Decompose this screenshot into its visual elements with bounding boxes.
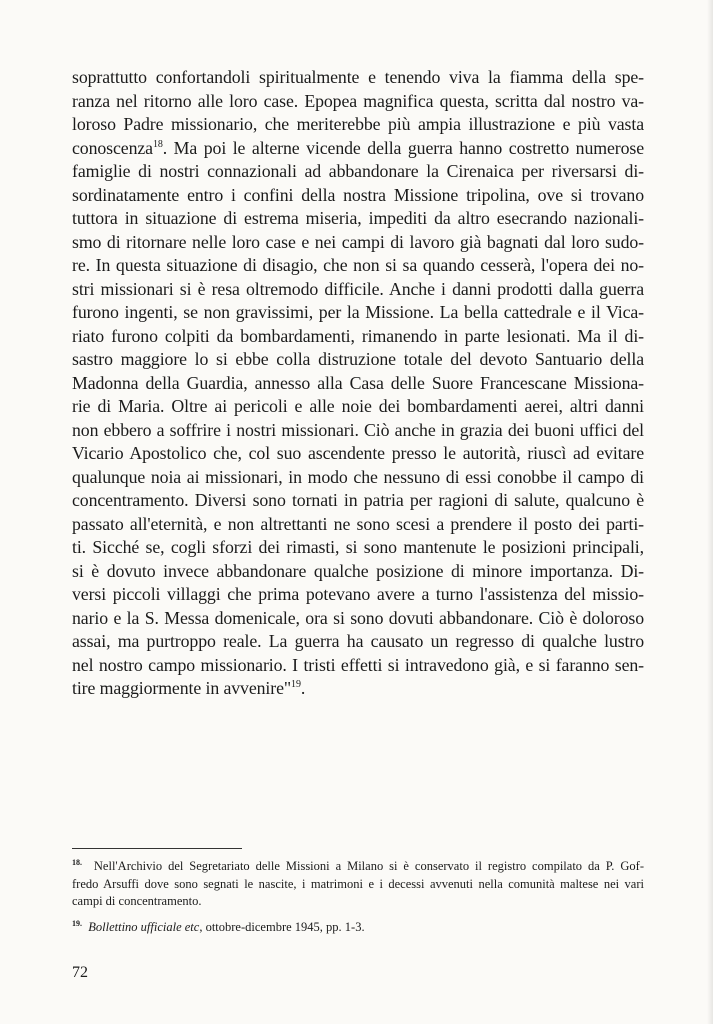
footnote-text: , ottobre-dicembre 1945, pp. 1-3.: [199, 919, 365, 934]
text-line: non ebbero a soffrire i nostri missionari. Ciò anche in grazia dei buoni uffici del: [72, 419, 644, 440]
text-line: soprattutto confortandoli spiritualmente e tenendo viva la fiamma della spe-: [72, 67, 644, 87]
footnote-ref-19: 19: [291, 679, 301, 691]
text-line: assai, ma purtroppo reale. La guerra ha causato un regresso di qualche lustro: [72, 631, 644, 651]
page-edge-shadow: [707, 0, 713, 1024]
footnote-ref-18: 18: [152, 138, 163, 150]
text-line: rie di Maria. Oltre ai pericoli e alle noie dei bombardamenti aerei, altri danni: [72, 396, 644, 416]
text-line: ranza nel ritorno alle loro case. Epopea magnifica questa, scritta dal nostro va-: [72, 90, 644, 111]
page-number: 72: [72, 964, 88, 981]
footnote-18-line: campi di concentramento.: [72, 894, 202, 908]
footnote-separator: [72, 848, 242, 849]
footnote-number: 19.: [72, 918, 82, 928]
footnotes: [72, 858, 644, 936]
footnote-title: Bollettino ufficiale etc: [88, 919, 200, 934]
text-line: qualunque noia ai missionari, in modo che nessuno di essi conobbe il campo di: [72, 466, 644, 487]
text-line: stri missionari si è resa oltremodo difficile. Anche i danni prodotti dalla guerra: [72, 278, 644, 299]
text-line: loroso Padre missionario, che meriterebbe più ampia illustrazione e più vasta: [72, 114, 644, 134]
text-line: famiglie di nostri connazionali ad abbandonare la Cirenaica per riversarsi di-: [72, 161, 644, 181]
text-fragment: conoscenza: [72, 137, 153, 158]
footnote-19: [72, 919, 644, 937]
main-text: [72, 66, 644, 701]
text-line: [72, 137, 644, 161]
text-line: passato all'eternità, e non altrettanti ne sono scesi a prendere il posto dei parti-: [72, 513, 644, 534]
text-line: sastro maggiore lo si ebbe colla distruzione totale del devoto Santuario della: [72, 349, 644, 369]
footnote-18: [72, 858, 644, 876]
text-line: furono ingenti, se non gravissimi, per la Missione. La bella cattedrale e il Vica-: [72, 302, 644, 322]
text-line: smo di ritornare nelle loro case e nei campi di lavoro già bagnati dal loro sudo-: [72, 231, 644, 252]
footnote-18-line: fredo Arsuffi dove sono segnati le nascite, i matrimoni e i decessi avvenuti nella comunità maltese nei vari: [72, 876, 644, 891]
text-line: Vicario Apostolico che, col suo ascendente presso le autorità, riuscì ad evitare: [72, 443, 644, 463]
text-line: concentramento. Diversi sono tornati in patria per ragioni di salute, qualcuno è: [72, 490, 644, 510]
text-line: [72, 677, 644, 701]
text-line: si è dovuto invece abbandonare qualche posizione di minore importanza. Di-: [72, 560, 644, 581]
text-fragment: tire maggiormente in avvenire": [72, 678, 292, 698]
text-line: re. In questa situazione di disagio, che non si sa quando cesserà, l'opera dei no-: [72, 255, 644, 275]
text-line: riato furono colpiti da bombardamenti, rimanendo in parte lesionati. Ma il di-: [72, 325, 644, 346]
text-line: versi piccoli villaggi che prima potevano avere a turno l'assistenza del missio-: [72, 584, 644, 604]
footnote-number: 18.: [72, 857, 82, 867]
text-fragment: .: [300, 678, 306, 698]
text-fragment: . Ma poi le alterne vicende della guerra hanno costretto numerose: [162, 137, 644, 158]
text-line: ti. Sicché se, cogli sforzi dei rimasti, si sono mantenute le posizioni principali,: [72, 537, 644, 557]
text-line: tuttora in situazione di estrema miseria, impediti da altro esecrando nazionali-: [72, 208, 644, 228]
text-line: nario e la S. Messa domenicale, ora si sono dovuti abbandonare. Ciò è doloroso: [72, 607, 644, 628]
text-line: sordinatamente entro i confini della nostra Missione tripolina, ove si trovano: [72, 184, 644, 205]
text-line: Madonna della Guardia, annesso alla Casa delle Suore Francescane Missiona-: [72, 372, 644, 393]
footnote-text: Nell'Archivio del Segretariato delle Missioni a Milano si è conservato il registro compilato da P. Gof-: [93, 859, 644, 873]
text-line: nel nostro campo missionario. I tristi effetti si intravedono già, e si faranno sen-: [72, 654, 644, 675]
